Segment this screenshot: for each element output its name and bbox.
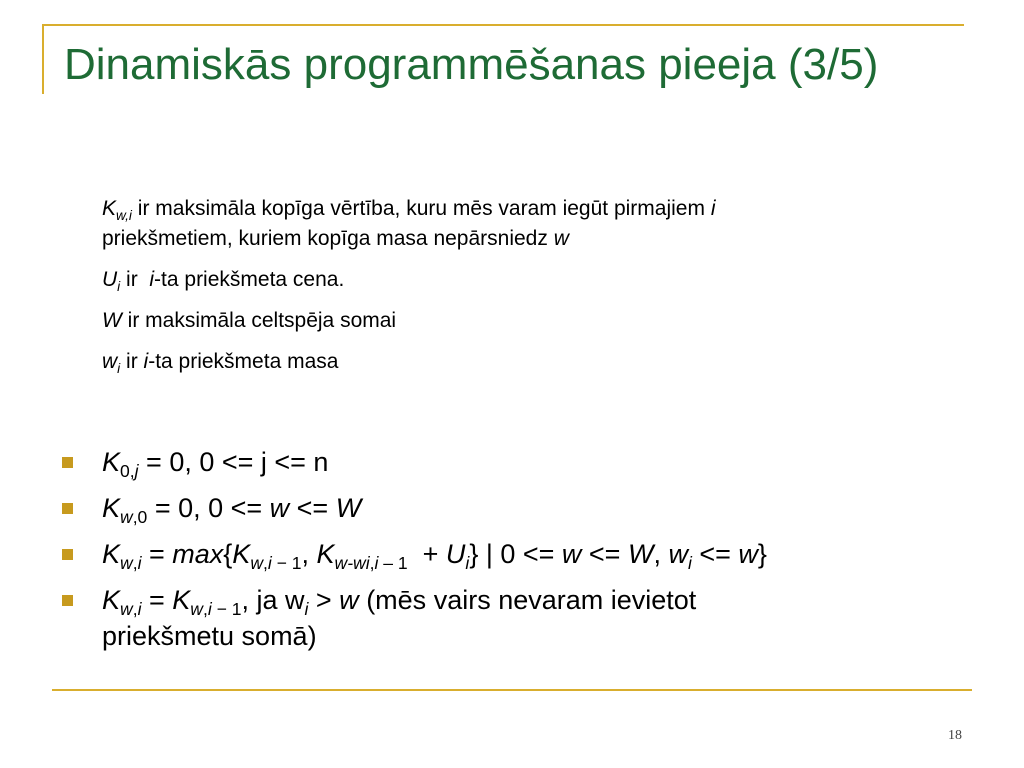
definition-capacity-text: ir maksimāla celtspēja somai <box>127 309 397 332</box>
slide-title: Dinamiskās programmēšanas pieeja (3/5) <box>64 40 879 89</box>
rule-skip-paren: (mēs vairs nevaram ievietot <box>366 585 697 615</box>
rule-skip-paren2: priekšmetu somā) <box>102 621 317 651</box>
rule-base-items: $K_{0,j} = 0$, 0 <= j <= n <box>62 444 962 480</box>
definitions-block <box>102 194 962 388</box>
bullet-icon <box>62 549 73 560</box>
rule-skip-text: , ja w <box>241 585 305 615</box>
definition-u: $U_i$ ir i-ta priekšmeta cena. <box>102 268 345 294</box>
rule-recurrence-max: $K_{w,i} = \max\{K_{w,i - 1}$, $K_{w-wi,i - 1} + U_i$} | 0 <= w <= W, $w_i <= w$} <box>62 536 962 572</box>
rule-base-items-text: = 0, 0 <= j <= n <box>138 447 329 477</box>
bullet-icon <box>62 595 73 606</box>
rule-base-weight-text: = 0, 0 <= <box>147 493 270 523</box>
definition-k-var-i: i <box>710 197 716 220</box>
bullet-icon <box>62 503 73 514</box>
top-accent-line <box>42 24 964 26</box>
rule-base-weight: $K_{w,0} = 0$, 0 <= w <= W <box>62 490 962 526</box>
definition-weight: $w_i$ ir i-ta priekšmeta masa <box>102 350 339 376</box>
rule-base-weight-text2: <= <box>289 493 336 523</box>
bullet-icon <box>62 457 73 468</box>
definition-k-text: ir maksimāla kopīga vērtība, kuru mēs varam iegūt pirmajiem <box>131 197 711 220</box>
rule-recurrence-skip: $K_{w,i} = K_{w,i - 1}$, ja $w_i > w$ (mēs vairs nevaram ievietot priekšmetu somā) <box>62 582 962 654</box>
definition-k-text2: priekšmetiem, kuriem kopīga masa nepārsniedz <box>102 227 554 250</box>
page-number: 18 <box>948 728 962 743</box>
definition-k: $K_{w,i}$ ir maksimāla kopīga vērtība, kuru mēs varam iegūt pirmajiem i priekšmetiem, kuriem kopīga masa nepārsniedz w <box>102 197 716 250</box>
definition-k-var-w: w <box>553 227 569 250</box>
rules-list <box>62 444 962 664</box>
definition-capacity: W ir maksimāla celtspēja somai <box>102 309 397 332</box>
bottom-accent-line <box>52 689 972 691</box>
left-accent-line <box>42 24 44 94</box>
definition-u-text: -ta priekšmeta cena. <box>154 268 345 291</box>
definition-weight-text: -ta priekšmeta masa <box>148 350 339 373</box>
